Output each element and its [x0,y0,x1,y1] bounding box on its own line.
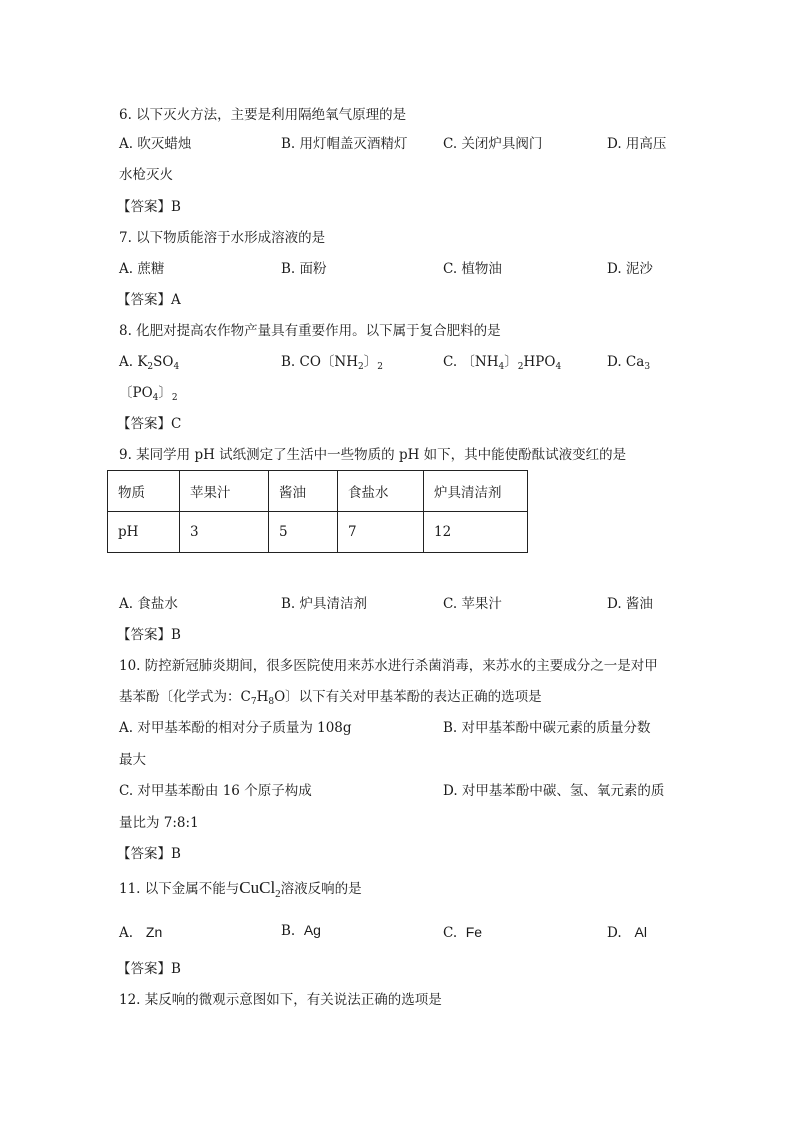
q11-b-value: Ag [303,922,321,938]
q6-option-c: C. 关闭炉具阀门 [443,136,543,152]
q8-b-text2: 〕 [363,354,378,370]
q8-b-sub1: 2 [358,362,364,372]
q11-d-label: D. [607,925,622,941]
ph-table-header-cell: 物质 [108,471,180,512]
q10-option-d: D. 对甲基苯酚中碳、氢、氧元素的质 [443,783,665,799]
q10-option-b-continued: 最大 [119,752,146,768]
q9-option-a: A. 食盐水 [119,596,178,612]
q8-c-text2: 〕 [504,354,518,370]
q8-a-text2: SO [153,354,174,370]
ph-table-cell: 12 [424,512,528,553]
q7-stem: 7. 以下物质能溶于水形成溶液的是 [119,230,326,246]
q7-option-b: B. 面粉 [281,261,327,277]
ph-table-header-cell: 酱油 [269,471,338,512]
q10-stem-line2 [119,688,542,711]
ph-table [107,470,528,553]
ph-table-header-cell: 苹果汁 [180,471,269,512]
q10-stem-text3: O〕以下有关对甲基苯酚的表达正确的选项是 [274,689,542,705]
q10-sub1: 7 [250,697,257,707]
q11-stem-text2: 溶液反响的是 [280,881,362,897]
q7-option-c: C. 植物油 [443,261,502,277]
q6-option-d: D. 用高压 [607,136,667,152]
q11-stem [119,879,362,903]
q11-d-value: Al [634,924,647,940]
q11-a-value: Zn [145,924,163,940]
q10-option-a: A. 对甲基苯酚的相对分子质量为 108g [119,720,352,736]
ph-table-header-cell: 食盐水 [338,471,424,512]
q10-option-b: B. 对甲基苯酚中碳元素的质量分数 [443,720,651,736]
q6-stem: 6. 以下灭火方法，主要是利用隔绝氧气原理的是 [119,107,407,123]
q8-option-d [607,353,650,376]
q10-answer: 【答案】B [117,846,181,862]
q10-option-d-continued: 量比为 7:8:1 [119,815,199,831]
q8-stem: 8. 化肥对提高农作物产量具有重要作用。以下属于复合肥料的是 [119,323,501,339]
ph-table-header-row [108,471,528,512]
q8-option-a [119,353,179,376]
q8-d-cont-sub2: 2 [171,393,178,403]
q9-option-d: D. 酱油 [607,596,653,612]
q8-a-sub1: 2 [147,362,154,372]
q8-c-sub1: 4 [498,362,505,372]
ph-table-cell: 3 [180,512,269,553]
q7-answer: 【答案】A [117,292,181,308]
q6-option-b: B. 用灯帽盖灭酒精灯 [281,136,408,152]
q11-stem-text: 11. 以下金属不能与 [119,881,240,897]
ph-table-cell: 5 [269,512,338,553]
q11-b-label: B. [281,923,296,939]
q11-c-label: C. [443,925,458,941]
q11-option-b [281,921,321,940]
q11-option-a [119,923,162,942]
ph-table-cell: pH [108,512,180,553]
q8-d-cont-text2: 〕 [158,385,172,401]
q9-answer: 【答案】B [117,627,181,643]
q11-formula-main: CuCl [239,878,276,897]
q11-c-value: Fe [465,924,483,940]
q8-d-cont-sub1: 4 [152,393,159,403]
q9-option-b: B. 炉具清洁剂 [281,596,368,612]
ph-table-cell: 7 [338,512,424,553]
q10-stem-text: 基苯酚〔化学式为：C [119,689,251,705]
q8-a-sub2: 4 [173,362,180,372]
q7-option-d: D. 泥沙 [607,261,653,277]
q8-option-d-continued [119,384,178,407]
q10-stem-text2: H [256,689,269,705]
q10-sub2: 8 [268,697,275,707]
q8-option-c [443,353,561,376]
q10-stem-line1: 10. 防控新冠肺炎期间，很多医院使用来苏水进行杀菌消毒，来苏水的主要成分之一是对甲 [119,658,658,674]
q6-option-a: A. 吹灭蜡烛 [119,136,192,152]
q11-option-c [443,923,482,942]
q8-c-text: C. 〔NH [443,354,499,370]
q6-answer: 【答案】B [117,199,181,215]
q11-a-label: A. [119,925,134,941]
q9-stem: 9. 某同学用 pH 试纸测定了生活中一些物质的 pH 如下，其中能使酚酞试液变红的是 [119,447,627,463]
q8-option-b [281,353,383,376]
ph-table-header-cell: 炉具清洁剂 [424,471,528,512]
q8-a-text: A. K [119,354,148,370]
q8-b-text: B. CO〔NH [281,354,358,370]
q6-option-d-continued: 水枪灭火 [119,167,173,183]
q11-formula-sub: 2 [275,888,281,900]
ph-table-row [108,512,528,553]
q8-c-text3: HPO [523,354,556,370]
q9-option-c: C. 苹果汁 [443,596,502,612]
q12-stem: 12. 某反响的微观示意图如下，有关说法正确的选项是 [119,992,442,1008]
q8-d-cont-text: 〔PO [119,385,153,401]
q8-d-sub1: 3 [644,362,651,372]
q8-answer: 【答案】C [117,416,182,432]
q8-c-sub3: 4 [555,362,562,372]
q8-d-text: D. Ca [607,354,645,370]
q8-b-sub2: 2 [377,362,383,372]
q11-answer: 【答案】B [117,961,181,977]
q10-option-c: C. 对甲基苯酚由 16 个原子构成 [119,783,312,799]
q11-formula [239,878,281,900]
q11-option-d [607,923,647,942]
q7-option-a: A. 蔗糖 [119,261,165,277]
q8-c-sub2: 2 [517,362,524,372]
